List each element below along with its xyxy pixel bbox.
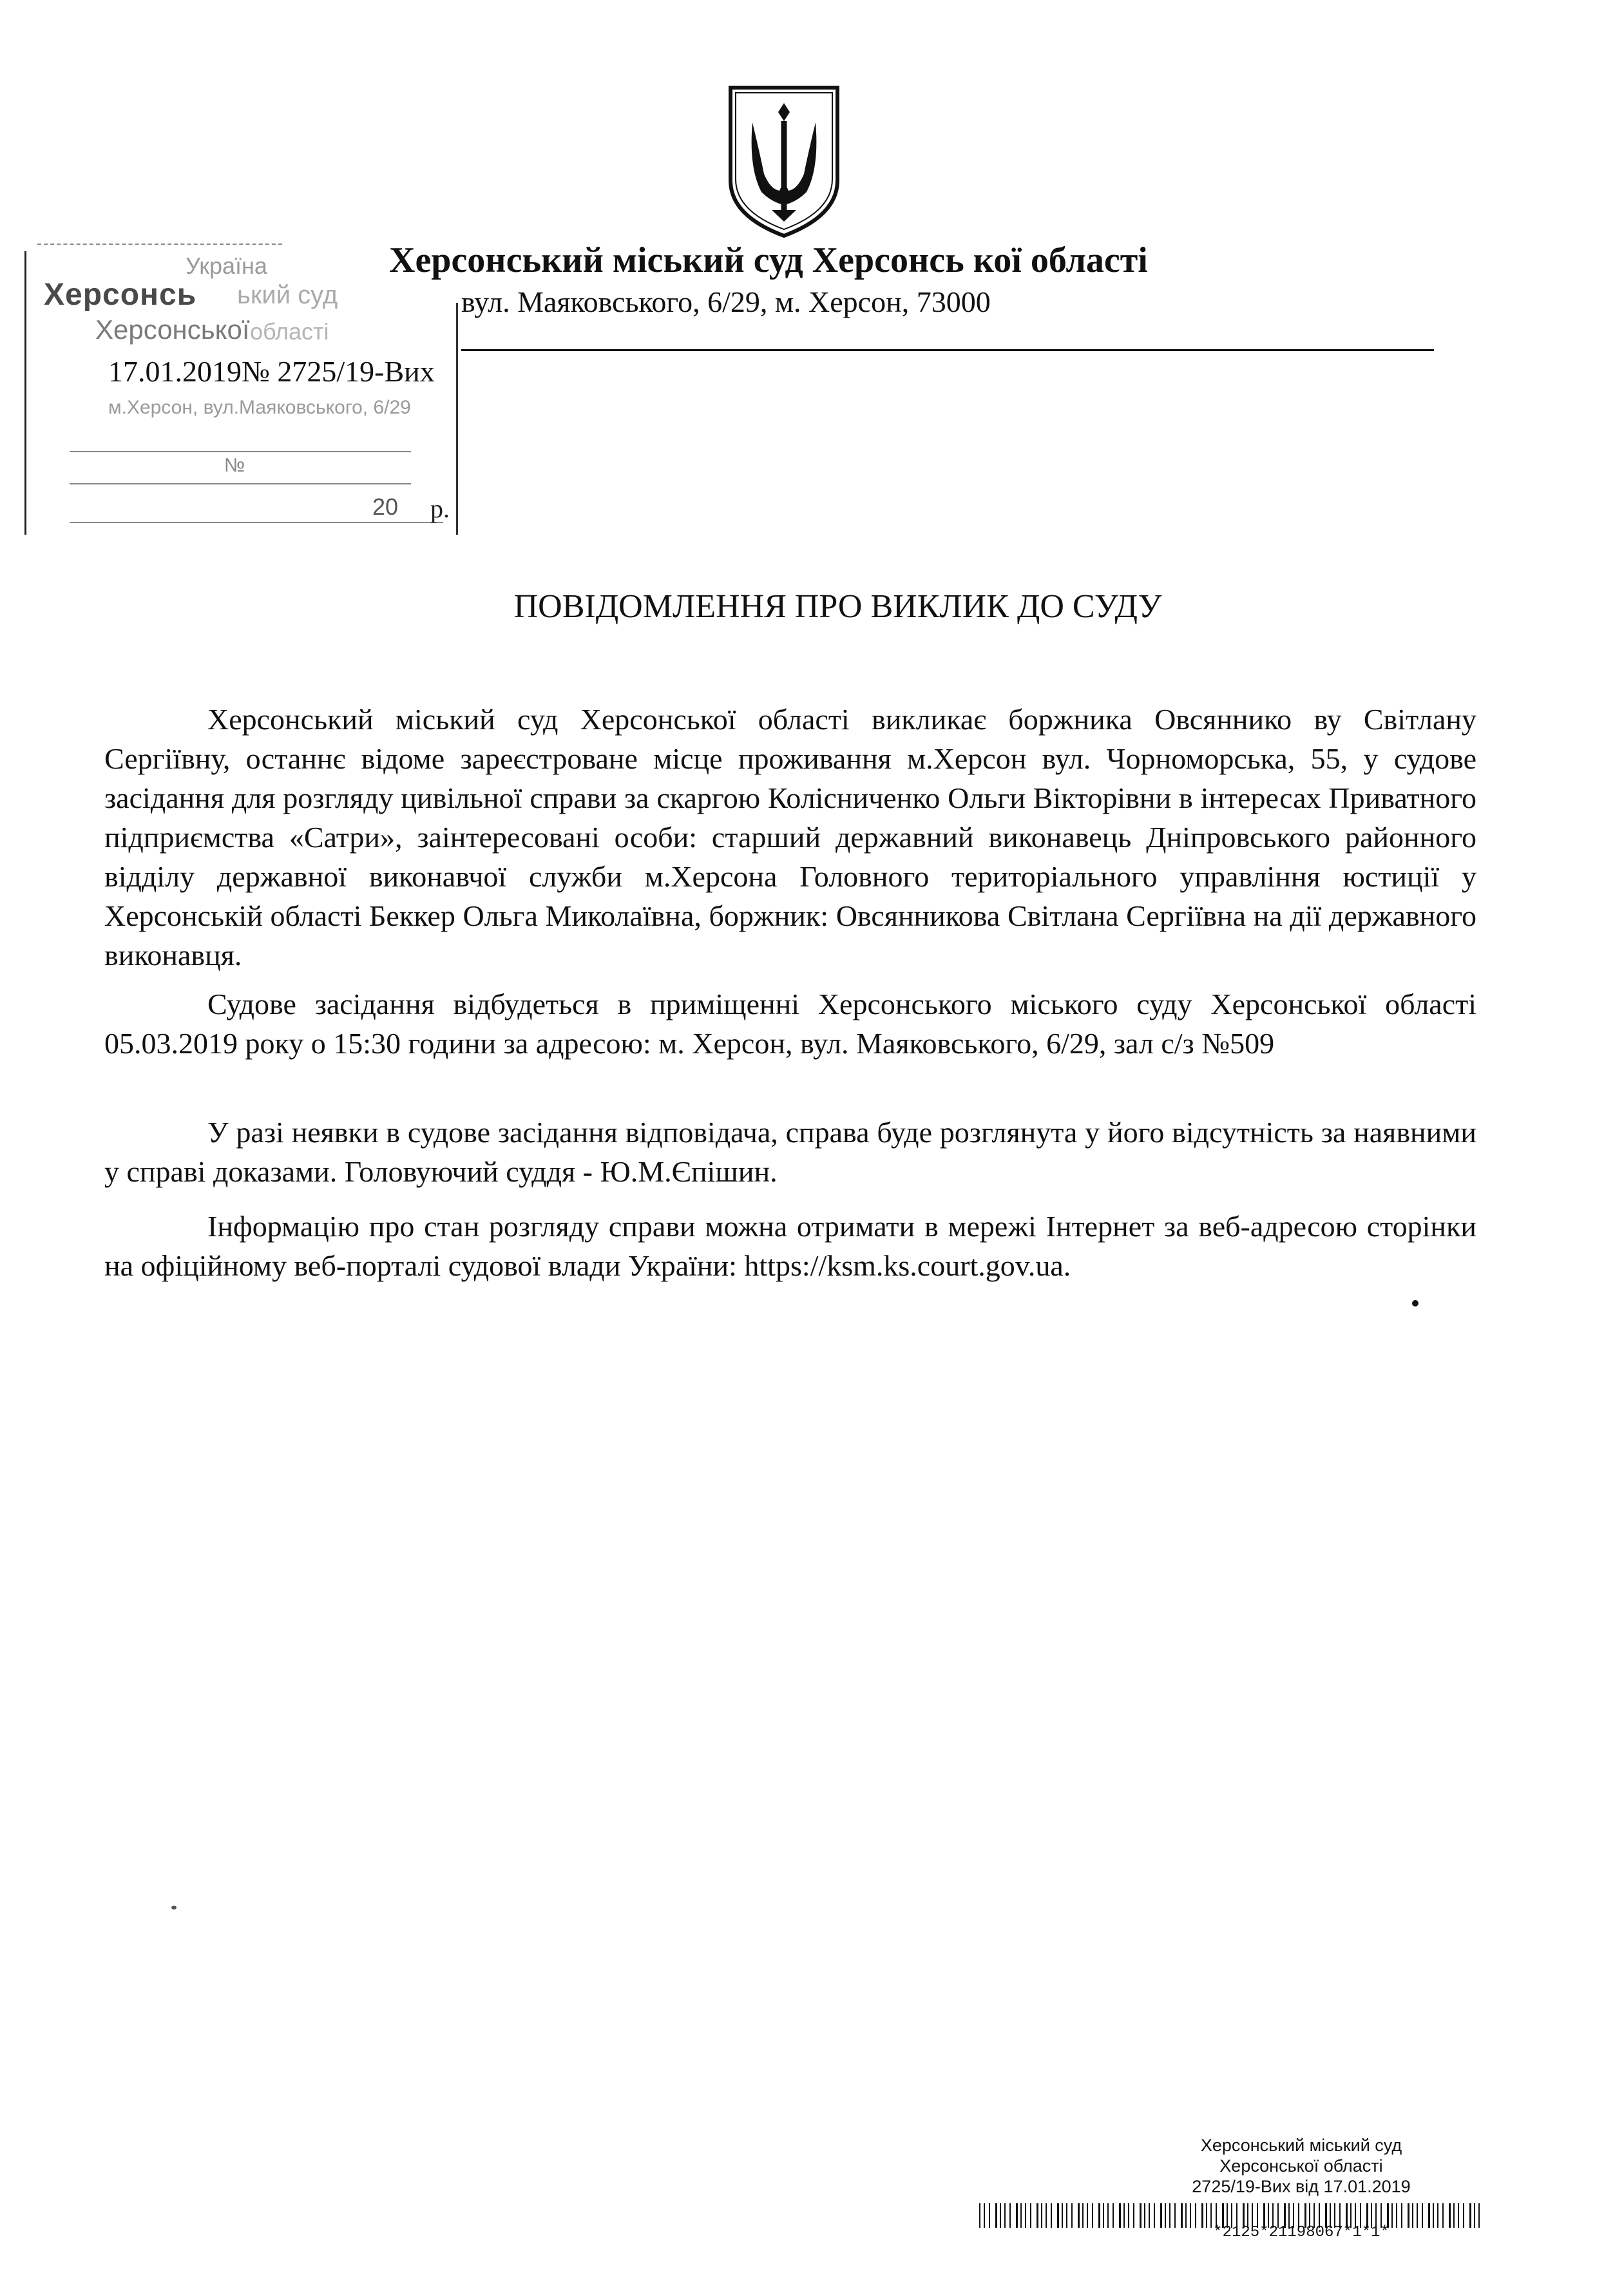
stamp-year-suffix: р. [430,494,450,523]
stamp-country: Україна [186,253,267,279]
stamp-street: м.Херсон, вул.Маяковського, 6/29 [108,397,411,418]
footer-court: Херсонський міський суд [1200,2136,1402,2155]
stamp-year-mark: 20 [372,493,399,520]
stamp-region-line-tail: області [250,318,329,345]
coat-of-arms-icon [727,84,841,238]
paragraph-hearing: Судове засідання відбудеться в приміщенні Херсонського міського суду Херсонської області 05.03.2019 року о 15:30 години за адресою: м. Херсон, вул. Маяковського, 6/29, зал с/з №509 [104,988,1476,1060]
footer-reference: 2725/19-Вих від 17.01.2019 [1192,2177,1411,2196]
stamp-number-mark: № [224,455,245,476]
stamp-field-line [70,522,443,523]
barcode-number: *2125*21198067*1*1* [1213,2224,1390,2241]
court-address: вул. Маяковського, 6/29, м. Херсон, 73000 [461,285,991,318]
notice-heading [0,588,1624,626]
stamp-right-border [456,303,458,535]
paragraph-absence: У разі неявки в судове засідання відповідача, справа буде розглянута у його відсутність за наявними у справі доказами. Головуючий суддя - Ю.М.Єпішин. [104,1116,1476,1188]
outgoing-date-number: 17.01.2019№ 2725/19-Вих [108,355,435,388]
stamp-court-line-tail: ький суд [237,281,338,309]
paragraph-info: Інформацію про стан розгляду справи можна отримати в мережі Інтернет за веб-адресою сторінки на офіційному веб-порталі судової влади України: https://ksm.ks.court.gov.ua. [104,1210,1476,1282]
footer-registration [979,2135,1623,2197]
footer-region: Херсонської області [1219,2156,1383,2176]
body-paragraph [104,700,1476,975]
body-paragraph [104,984,1476,1063]
body-paragraph [104,1207,1476,1285]
scan-speck [171,1906,177,1910]
stamp-region-line: Херсонської [95,314,250,345]
notice-heading-text: ПОВІДОМЛЕННЯ ПРО ВИКЛИК ДО СУДУ [513,588,1162,625]
stamp-left-border [24,251,30,535]
stamp-court-line: Херсонсь [44,278,197,312]
body-paragraph [104,1113,1476,1191]
header-divider [461,349,1434,351]
stamp-field-line [70,483,411,484]
paragraph-summons: Херсонський міський суд Херсонської області викликає боржника Овсяннико ву Світлану Сергіївну, останнє відоме зареєстроване місце проживання м.Херсон вул. Чорноморська, 55, у судове засідання для розгляду цивільної справи за скаргою Колісниченко Ольги Вікторівни в інтересах Приватного підприємства «Сатри», заінтересовані особи: старший державний виконавець Дніпровського районного відділу державної виконавчої служби м.Херсона Головного територіального управління юстиції у Херсонській області Беккер Ольга Миколаївна, боржник: Овсянникова Світлана Сергіївна на дії державного виконавця. [104,703,1476,972]
stamp-top-border [37,244,282,245]
stamp-field-line [70,451,411,452]
scan-dot [1412,1300,1419,1306]
registration-stamp [18,238,463,541]
court-name: Херсонський міський суд Херсонсь кої області [389,240,1148,280]
